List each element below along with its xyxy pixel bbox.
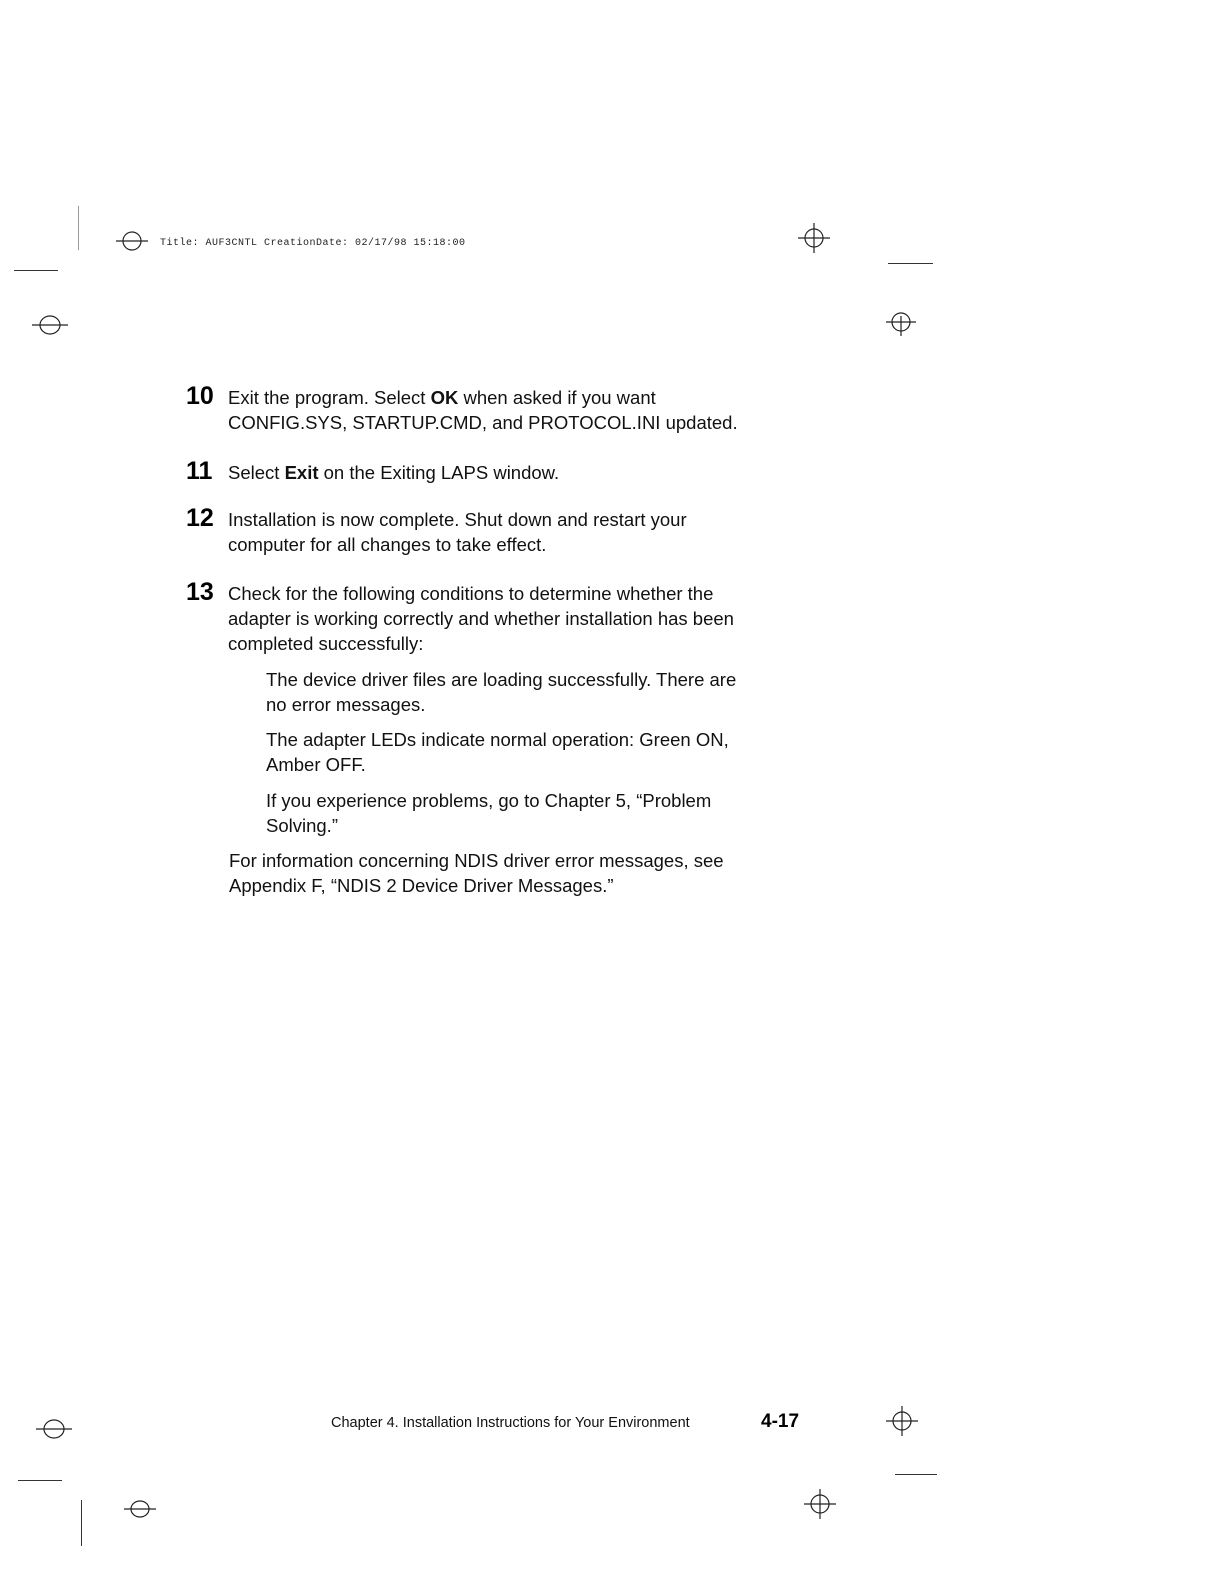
step-text [228, 507, 808, 557]
step-number: 13 [186, 578, 214, 606]
bold-term: Exit [284, 462, 319, 483]
step-text [228, 385, 808, 435]
registration-mark-icon [114, 230, 150, 252]
condition-line: The device driver files are loading successfully. There are [266, 669, 737, 690]
condition-line: If you experience problems, go to Chapter 5, “Problem [266, 790, 712, 811]
registration-mark-icon [122, 1498, 158, 1520]
step-line: CONFIG.SYS, STARTUP.CMD, and PROTOCOL.INI updated. [228, 412, 738, 433]
step-number: 12 [186, 504, 214, 532]
condition-line: no error messages. [266, 694, 426, 715]
condition-line: Solving.” [266, 815, 338, 836]
step-number: 10 [186, 382, 214, 410]
bold-term: OK [430, 387, 459, 408]
step-line: Installation is now complete. Shut down and restart your [228, 509, 687, 530]
condition-line: The adapter LEDs indicate normal operation: Green ON, [266, 729, 729, 750]
registration-crosshair-icon [884, 306, 918, 338]
step-number: 11 [186, 457, 213, 485]
step-line: Check for the following conditions to determine whether the [228, 583, 714, 604]
step-line: Select Exit on the Exiting LAPS window. [228, 462, 560, 483]
crop-mark-line [895, 1474, 937, 1475]
note-paragraph [229, 848, 829, 898]
crop-mark-line [18, 1480, 62, 1481]
crop-mark-line [78, 206, 79, 250]
condition-line: Amber OFF. [266, 754, 366, 775]
registration-crosshair-icon [796, 222, 832, 254]
step-line: Exit the program. Select OK when asked if you want [228, 387, 656, 408]
step-text [228, 581, 808, 656]
step-line: adapter is working correctly and whether installation has been [228, 608, 734, 629]
registration-mark-icon [34, 1416, 74, 1442]
registration-crosshair-icon [884, 1404, 920, 1438]
note-line: For information concerning NDIS driver error messages, see [229, 850, 724, 871]
condition-item [266, 788, 826, 838]
page-number: 4-17 [761, 1411, 800, 1432]
step-text [228, 460, 808, 485]
step-line: completed successfully: [228, 633, 424, 654]
condition-item [266, 667, 826, 717]
step-line: computer for all changes to take effect. [228, 534, 547, 555]
registration-mark-icon [30, 312, 70, 338]
registration-crosshair-icon [802, 1488, 838, 1520]
crop-mark-line [81, 1500, 82, 1546]
crop-mark-line [888, 263, 933, 264]
note-line: Appendix F, “NDIS 2 Device Driver Messages.” [229, 875, 614, 896]
crop-title-slug: Title: AUF3CNTL CreationDate: 02/17/98 15:18:00 [160, 238, 466, 249]
condition-item [266, 727, 826, 777]
crop-mark-line [14, 270, 58, 271]
footer-chapter-title: Chapter 4. Installation Instructions for Your Environment [331, 1415, 690, 1431]
